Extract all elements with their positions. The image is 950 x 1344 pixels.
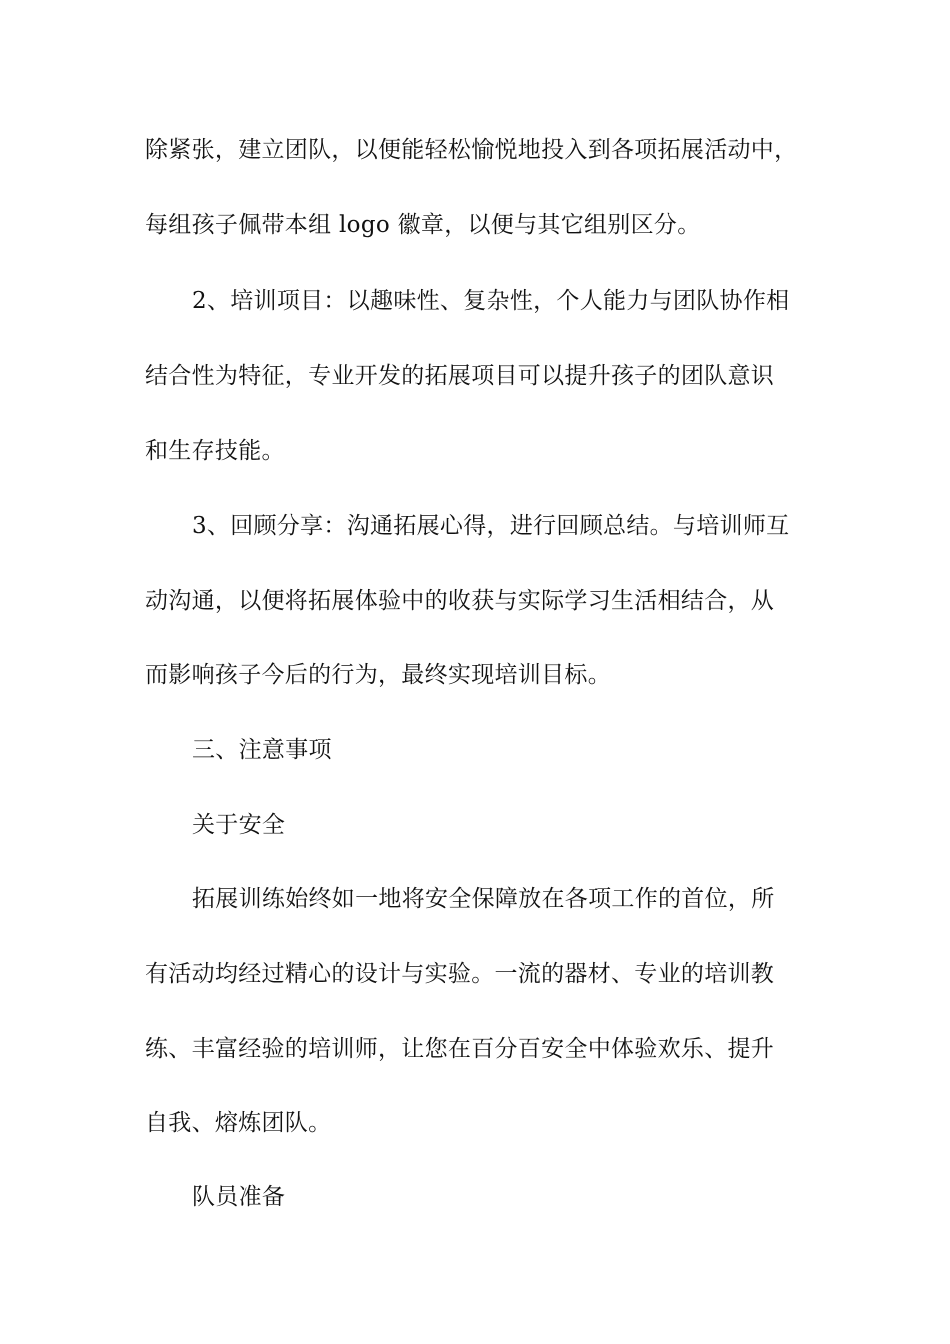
paragraph-line: 除紧张，建立团队，以便能轻松愉悦地投入到各项拓展活动中， <box>145 137 798 163</box>
subsection-heading: 关于安全 <box>192 812 286 838</box>
paragraph-line: 自我、熔炼团队。 <box>145 1110 332 1136</box>
paragraph-line: 练、丰富经验的培训师，让您在百分百安全中体验欢乐、提升 <box>145 1036 775 1062</box>
paragraph-line: 有活动均经过精心的设计与实验。一流的器材、专业的培训教 <box>145 961 775 987</box>
paragraph-line: 拓展训练始终如一地将安全保障放在各项工作的首位，所 <box>192 886 775 912</box>
section-heading: 三、注意事项 <box>192 737 332 763</box>
paragraph-line: 而影响孩子今后的行为，最终实现培训目标。 <box>145 662 611 688</box>
paragraph-line: 每组孩子佩带本组 logo 徽章，以便与其它组别区分。 <box>145 212 701 238</box>
subsection-heading: 队员准备 <box>192 1184 286 1210</box>
paragraph-line: 和生存技能。 <box>145 438 285 464</box>
paragraph-line: 动沟通，以便将拓展体验中的收获与实际学习生活相结合，从 <box>145 588 775 614</box>
paragraph-line: 3、回顾分享：沟通拓展心得，进行回顾总结。与培训师互 <box>192 513 790 539</box>
paragraph-line: 结合性为特征，专业开发的拓展项目可以提升孩子的团队意识 <box>145 363 775 389</box>
paragraph-line: 2、培训项目：以趣味性、复杂性，个人能力与团队协作相 <box>192 288 790 314</box>
